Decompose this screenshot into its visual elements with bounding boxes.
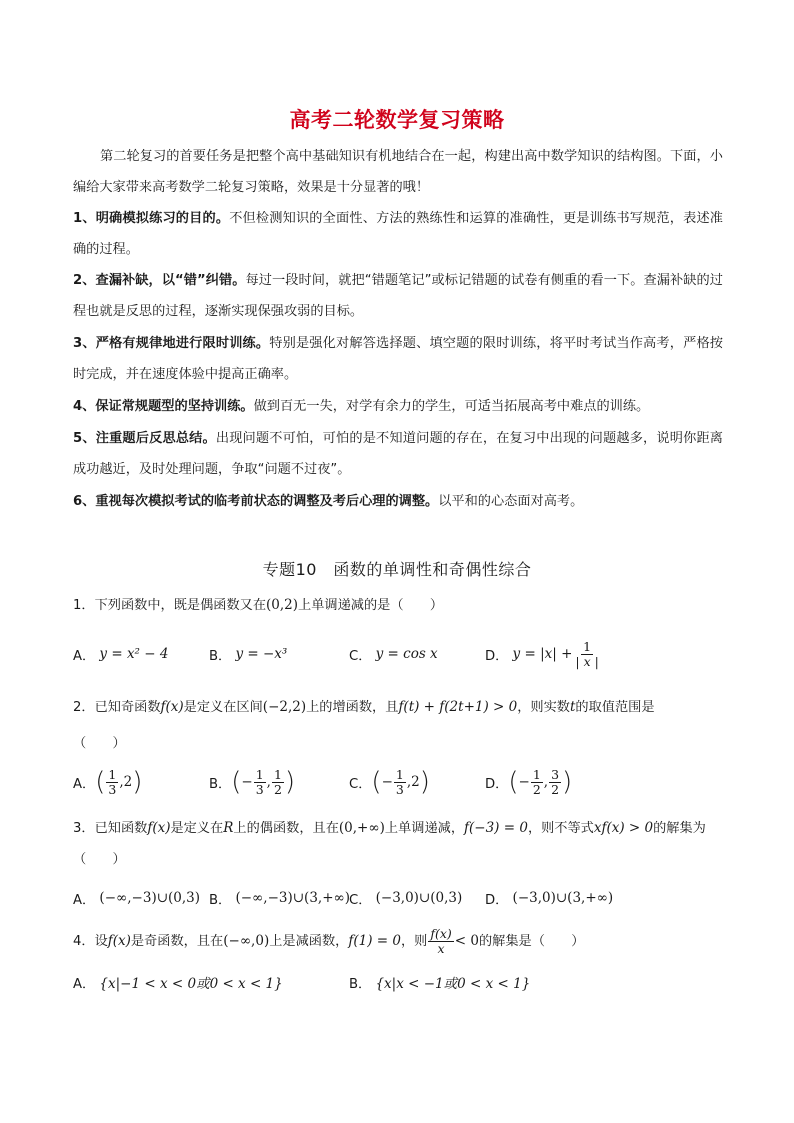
question-3-options: [73, 878, 733, 918]
question-4-options: [73, 962, 733, 1002]
strategy-6-head: 6、重视每次模拟考试的临考前状态的调整及考后心理的调整。: [73, 494, 439, 509]
strategy-5-body: 出现问题不可怕，可怕的是不知道问题的存在，在复习中出现的问题越多，说明你距离成功越近，及时处理问题，争取“问题不过夜”。: [73, 431, 723, 477]
question-4-stem: 4．设f(x)是奇函数，且在(−∞,0)上是减函数，f(1) = 0，则 $\frac{f(x)}{x}$ < 0的解集是（ ）: [73, 925, 585, 956]
strategy-2-head: 2、查漏补缺，以“错”纠错。: [73, 273, 246, 288]
q3-option-a: A． (−∞,−3)∪(0,3): [73, 890, 201, 908]
section-title: 专题10 函数的单调性和奇偶性综合: [262, 560, 532, 579]
q2-option-a: A． ( $\frac{1}{3}$ ,2 ): [73, 766, 143, 797]
strategy-3-head: 3、严格有规律地进行限时训练。: [73, 336, 270, 351]
strategy-4-body: 做到百无一失，对学有余力的学生，可适当拓展高考中难点的训练。: [253, 399, 650, 414]
q1-interval: (0,2): [266, 597, 299, 613]
q1-d-fraction: $\frac{1}{| x |}$: [575, 638, 599, 669]
strategy-6-body: 以平和的心态面对高考。: [438, 494, 584, 509]
question-2-stem: 2．已知奇函数f(x)是定义在区间(−2,2)上的增函数，且f(t) + f(2t+1) > 0，则实数t的取值范围是: [73, 699, 655, 715]
q3-option-c: C． (−3,0)∪(0,3): [349, 890, 463, 908]
q4-option-a: A． {x|−1 < x < 0或0 < x < 1}: [73, 976, 283, 992]
q1-option-d: D． y = |x| + $\frac{1}{| x |}$: [485, 638, 599, 669]
q4-fraction: $\frac{f(x)}{x}$: [430, 925, 452, 956]
strategy-1-body: 不但检测知识的全面性、方法的熟练性和运算的准确性，更是训练书写规范，表述准确的过程。: [73, 211, 723, 257]
intro-paragraph: 第二轮复习的首要任务是把整个高中基础知识有机地结合在一起，构建出高中数学知识的结构图。下面，小编给大家带来高考数学二轮复习策略，效果是十分显著的哦！: [73, 149, 723, 195]
strategy-2-body: 每过一段时间，就把“错题笔记”或标记错题的试卷有侧重的看一下。查漏补缺的过程也就是反思的过程，逐渐实现保强攻弱的目标。: [73, 273, 723, 319]
q1-option-b: B． y = −x³: [209, 646, 288, 664]
strategy-1-head: 1、明确模拟练习的目的。: [73, 211, 230, 226]
q2-option-b: B． ( − $\frac{1}{3}$ , $\frac{1}{2}$ ): [209, 766, 296, 797]
q3-option-b: B． (−∞,−3)∪(3,+∞): [209, 890, 351, 908]
question-1-options: [73, 634, 733, 674]
strategy-4-head: 4、保证常规题型的坚持训练。: [73, 399, 254, 414]
question-2-options: [73, 762, 733, 802]
question-2-paren: （ ）: [73, 736, 126, 751]
q2-option-d: D． ( − $\frac{1}{2}$ , $\frac{3}{2}$ ): [485, 766, 573, 797]
strategy-4: [73, 391, 723, 422]
q4-option-b: B． {x|x < −1或0 < x < 1}: [349, 976, 531, 992]
strategy-3-body: 特别是强化对解答选择题、填空题的限时训练，将平时考试当作高考，严格按时完成，并在速度体验中提高正确率。: [73, 336, 723, 382]
page-title: 高考二轮数学复习策略: [289, 108, 505, 132]
strategy-3: [73, 328, 723, 390]
question-3-stem: 3．已知函数f(x)是定义在R上的偶函数，且在(0,+∞)上单调递减，f(−3) = 0，则不等式xf(x) > 0的解集为（ ）: [73, 820, 706, 867]
q3-option-d: D． (−3,0)∪(3,+∞): [485, 890, 614, 908]
question-1-stem: 1．下列函数中，既是偶函数又在(0,2)上单调递减的是（ ）: [73, 597, 444, 613]
strategy-5-head: 5、注重题后反思总结。: [73, 431, 216, 446]
q1-option-a: A． y = x² − 4: [73, 646, 169, 664]
strategy-1: [73, 203, 723, 265]
strategy-5: [73, 423, 723, 485]
q2-option-c: C． ( − $\frac{1}{3}$ ,2 ): [349, 766, 430, 797]
q1-option-c: C． y = cos x: [349, 646, 438, 664]
strategy-6: [73, 486, 723, 517]
strategy-2: [73, 265, 723, 327]
